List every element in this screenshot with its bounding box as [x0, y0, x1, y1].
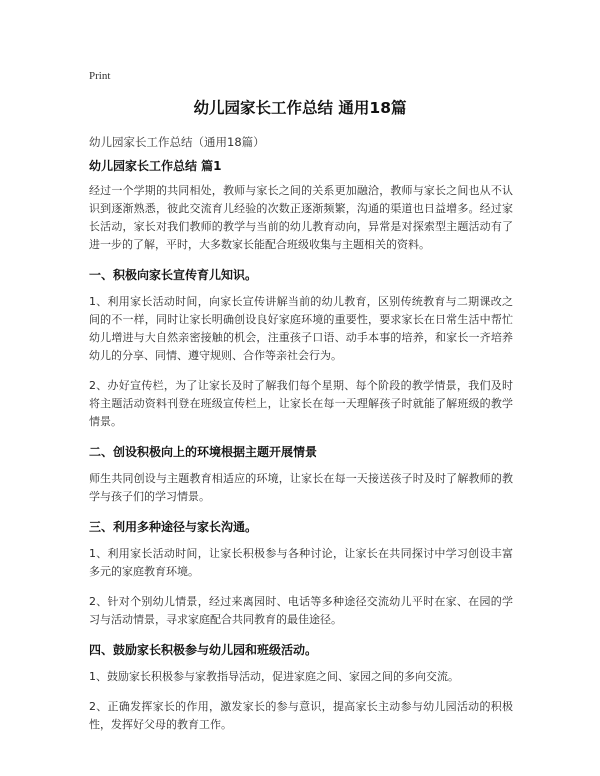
- section-paragraph: 师生共同创设与主题教育相适应的环境，让家长在每一天接送孩子时及时了解教师的教学与孩子们的学习情景。: [89, 472, 513, 503]
- section-paragraph: 1、利用家长活动时间，让家长积极参与各种讨论，让家长在共同探讨中学习创设丰富多元的家庭教育环境。: [89, 547, 513, 578]
- section-paragraph: 2、针对个别幼儿情景，经过来离园时、电话等多种途径交流幼儿平时在家、在园的学习与活动情景，寻求家庭配合共同教育的最佳途径。: [89, 595, 513, 626]
- section-paragraph: 1、利用家长活动时间，向家长宣传讲解当前的幼儿教育，区别传统教育与二期课改之间的不一样，同时让家长明确创设良好家庭环境的重要性，要求家长在日常生活中帮忙幼儿增进与大自然亲密接触的机会，注重孩子口语、动手本事的培养，和家长一齐培养幼儿的分享、同情、遵守规则、合作等亲社会行为。: [89, 295, 513, 362]
- article-heading: 幼儿园家长工作总结 篇1: [89, 159, 222, 173]
- section-paragraph: 2、办好宣传栏，为了让家长及时了解我们每个星期、每个阶段的教学情景，我们及时将主题活动资料刊登在班级宣传栏上，让家长在每一天理解孩子时就能了解班级的教学情景。: [89, 379, 513, 428]
- section-heading: 二、创设积极向上的环境根据主题开展情景: [89, 445, 318, 459]
- section-heading: 四、鼓励家长积极参与幼儿园和班级活动。: [89, 643, 318, 657]
- section-heading: 一、积极向家长宣传育儿知识。: [89, 268, 258, 282]
- section-paragraph: 2、正确发挥家长的作用，激发家长的参与意识，提高家长主动参与幼儿园活动的积极性，发挥好父母的教育工作。: [89, 700, 513, 731]
- article-body: [89, 158, 513, 746]
- section-heading: 三、利用多种途径与家长沟通。: [89, 520, 258, 534]
- intro-paragraph: 经过一个学期的共同相处，教师与家长之间的关系更加融洽，教师与家长之间也从不认识到逐渐熟悉，彼此交流育儿经验的次数正逐渐频繁，沟通的渠道也日益增多。经过家长活动，家长对我们教师的教学与当前的幼儿教育动向，异常是对探索型主题活动有了进一步的了解，平时，大多数家长能配合班级收集与主题相关的资料。: [89, 184, 513, 251]
- document-subtitle: 幼儿园家长工作总结（通用18篇）: [89, 135, 265, 149]
- print-link[interactable]: Print: [89, 70, 111, 82]
- page-title: 幼儿园家长工作总结 通用18篇: [193, 99, 407, 117]
- section-paragraph: 1、鼓励家长积极参与家教指导活动，促进家庭之间、家园之间的多向交流。: [89, 670, 459, 683]
